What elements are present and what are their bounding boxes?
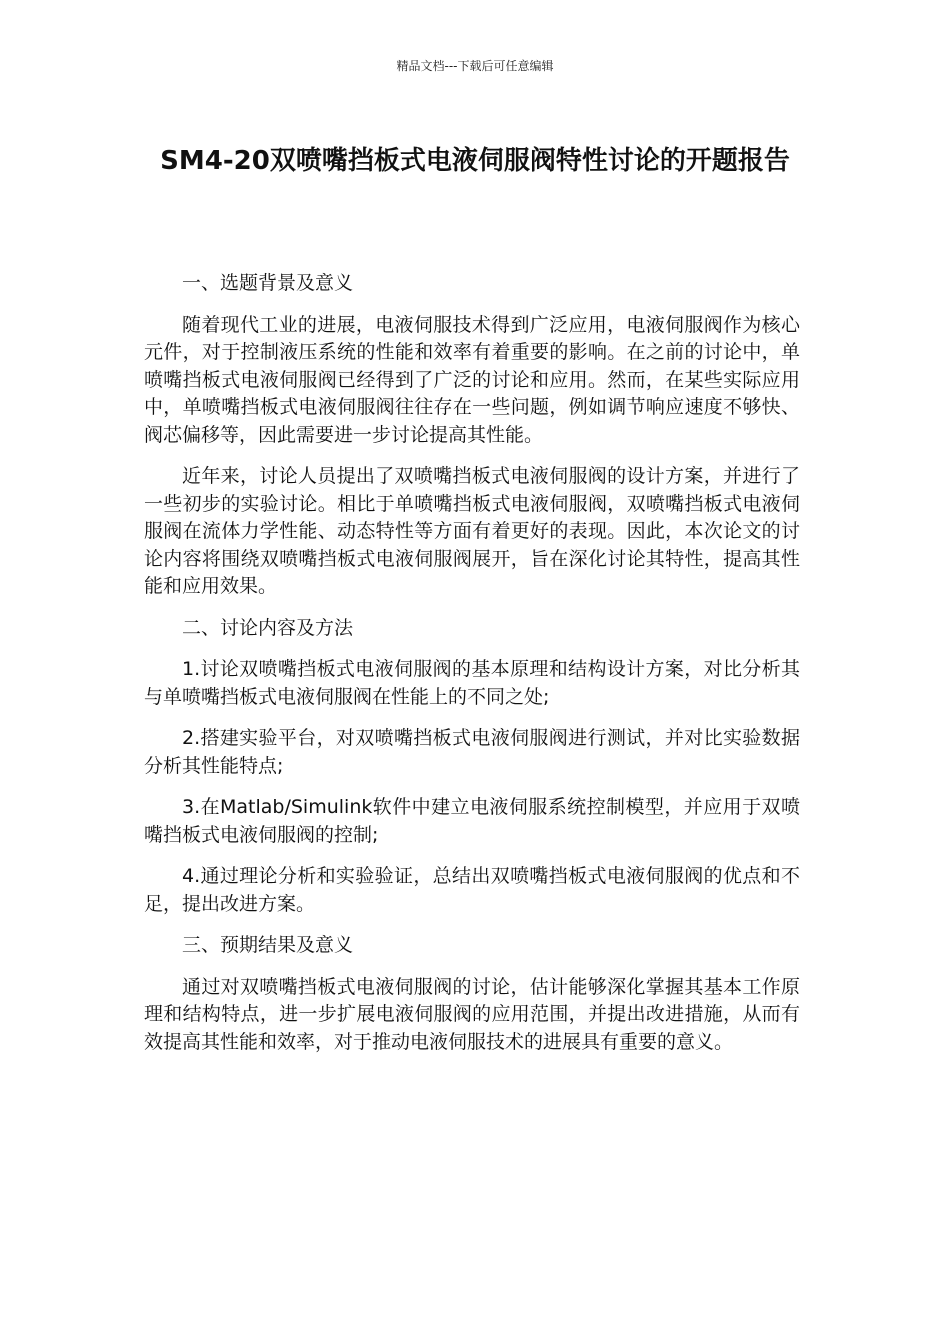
- section-heading-background: 一、选题背景及意义: [182, 272, 354, 294]
- list-item: 4.通过理论分析和实验验证，总结出双喷嘴挡板式电液伺服阀的优点和不足，提出改进方案。: [144, 865, 800, 915]
- paragraph: 随着现代工业的进展，电液伺服技术得到广泛应用，电液伺服阀作为核心元件，对于控制液压系统的性能和效率有着重要的影响。在之前的讨论中，单喷嘴挡板式电液伺服阀已经得到了广泛的讨论和应用。然而，在某些实际应用中，单喷嘴挡板式电液伺服阀往往存在一些问题，例如调节响应速度不够快、阀芯偏移等，因此需要进一步讨论提高其性能。: [144, 313, 800, 446]
- list-item: 1.讨论双喷嘴挡板式电液伺服阀的基本原理和结构设计方案，对比分析其与单喷嘴挡板式电液伺服阀在性能上的不同之处;: [144, 658, 800, 708]
- list-item: 2.搭建实验平台，对双喷嘴挡板式电液伺服阀进行测试，并对比实验数据分析其性能特点;: [144, 727, 800, 777]
- section-heading-results: 三、预期结果及意义: [182, 934, 354, 956]
- document-body: [144, 270, 800, 1070]
- header-note: 精品文档---下载后可任意编辑: [396, 59, 554, 73]
- paragraph: 通过对双喷嘴挡板式电液伺服阀的讨论，估计能够深化掌握其基本工作原理和结构特点，进一步扩展电液伺服阀的应用范围，并提出改进措施，从而有效提高其性能和效率，对于推动电液伺服技术的进展具有重要的意义。: [144, 975, 800, 1053]
- list-item: 3.在Matlab/Simulink软件中建立电液伺服系统控制模型，并应用于双喷嘴挡板式电液伺服阀的控制;: [144, 796, 800, 846]
- paragraph: 近年来，讨论人员提出了双喷嘴挡板式电液伺服阀的设计方案，并进行了一些初步的实验讨论。相比于单喷嘴挡板式电液伺服阀，双喷嘴挡板式电液伺服阀在流体力学性能、动态特性等方面有着更好的表现。因此，本次论文的讨论内容将围绕双喷嘴挡板式电液伺服阀展开，旨在深化讨论其特性，提高其性能和应用效果。: [144, 465, 800, 597]
- document-title: SM4-20双喷嘴挡板式电液伺服阀特性讨论的开题报告: [160, 146, 790, 176]
- section-heading-content: 二、讨论内容及方法: [182, 616, 354, 639]
